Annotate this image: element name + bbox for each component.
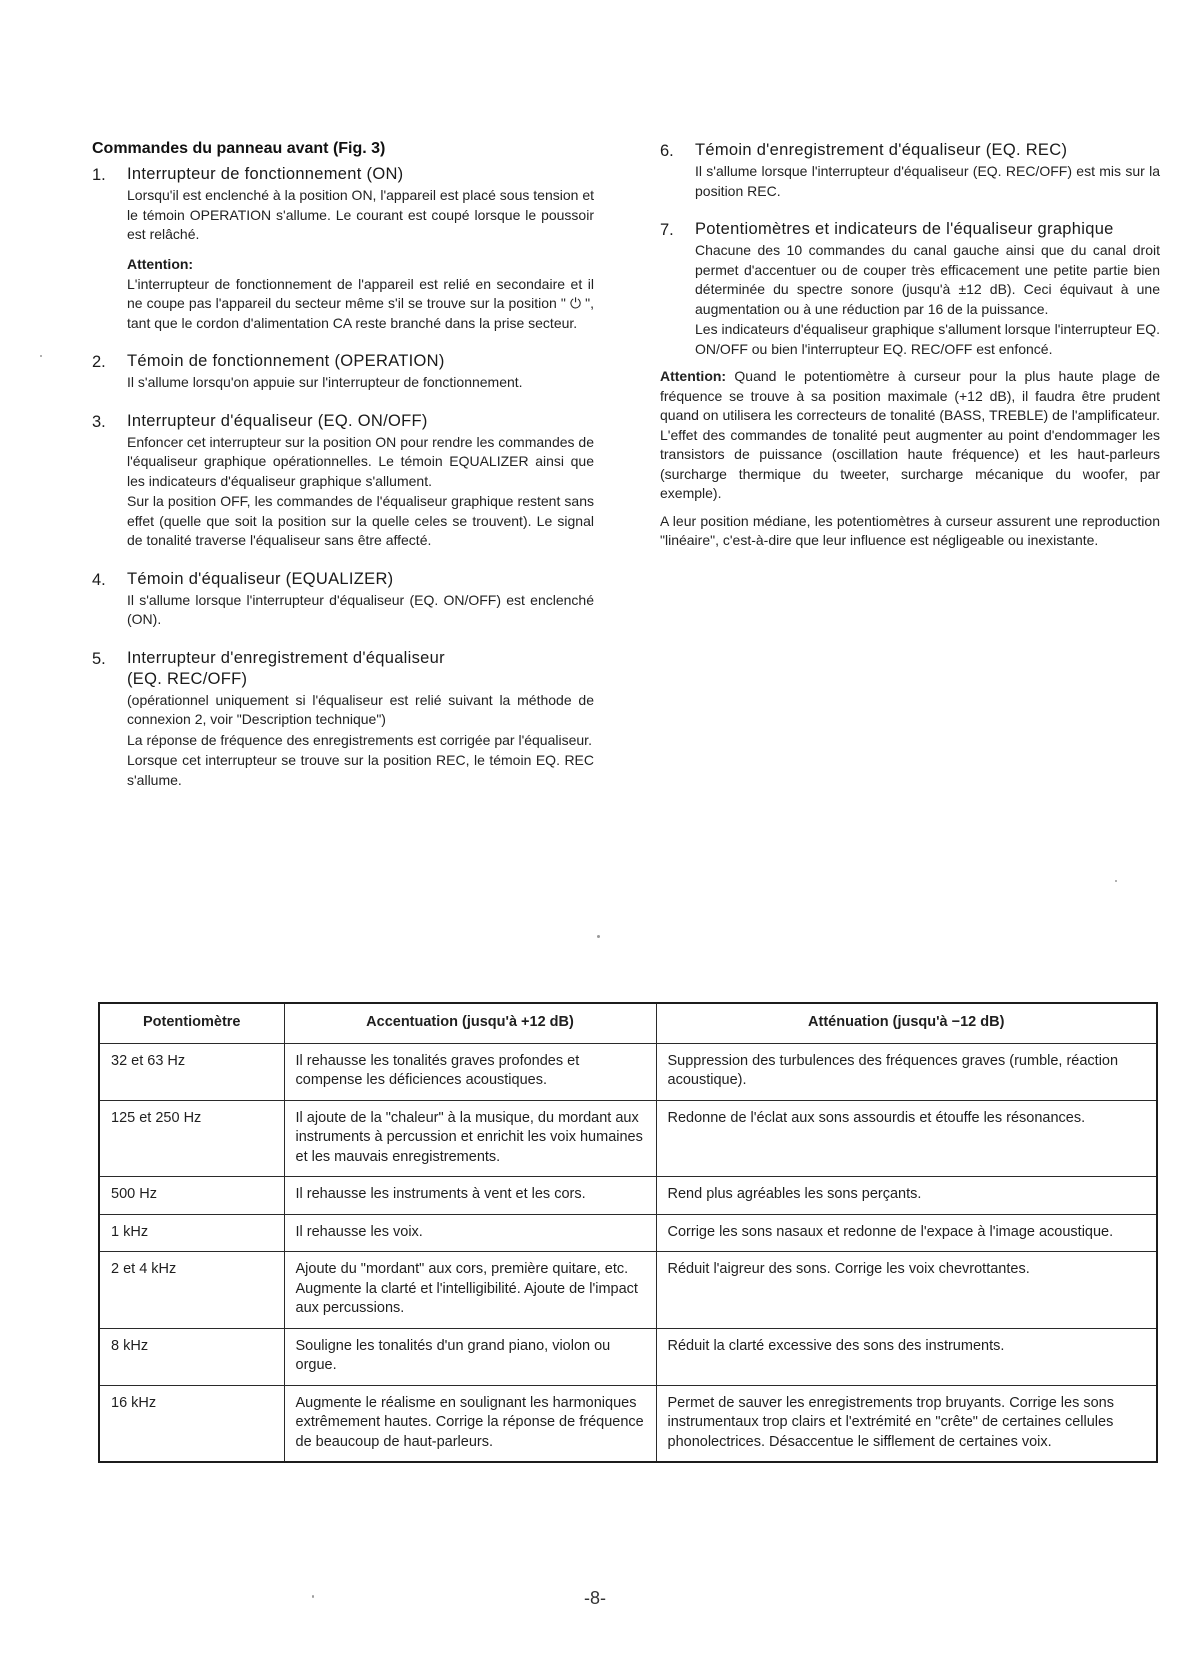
closing-paragraph: A leur position médiane, les potentiomètres à curseur assurent une reproduction "linéaire", c'est-à-dire que leur influence est négligeable ou inexistante. xyxy=(660,512,1160,548)
page-number: -8- xyxy=(584,1588,606,1608)
item-7 xyxy=(660,219,1160,359)
cell-boost: Souligne les tonalités d'un grand piano, violon ou orgue. xyxy=(284,1328,656,1385)
cell-frequency: 1 kHz xyxy=(99,1214,284,1252)
table-row xyxy=(99,1100,1157,1177)
item-title: Témoin d'enregistrement d'équaliseur (EQ. REC) xyxy=(695,141,1068,159)
attention-label: Attention: xyxy=(660,368,727,384)
item-6 xyxy=(660,140,1160,201)
cell-boost: Ajoute du "mordant" aux cors, première quitare, etc. Augmente la clarté et l'intelligibilité. Ajoute de l'impact aux percussions. xyxy=(284,1252,656,1329)
cell-cut: Permet de sauver les enregistrements trop bruyants. Corrige les sons instrumentaux trop clairs et l'extrémité en "crête" de certaines cellules phonolectrices. Désaccentue le sifflement de certaines voix. xyxy=(656,1385,1157,1462)
item-title: Témoin de fonctionnement (OPERATION) xyxy=(127,352,445,370)
cell-cut: Suppression des turbulences des fréquences graves (rumble, réaction acoustique). xyxy=(656,1043,1157,1100)
scan-speck xyxy=(312,1595,314,1598)
header-attenuation: Atténuation (jusqu'à −12 dB) xyxy=(656,1003,1157,1043)
cell-frequency: 32 et 63 Hz xyxy=(99,1043,284,1100)
cell-frequency: 500 Hz xyxy=(99,1177,284,1215)
table-row xyxy=(99,1214,1157,1252)
header-accentuation: Accentuation (jusqu'à +12 dB) xyxy=(284,1003,656,1043)
item-text: Il s'allume lorsque l'interrupteur d'équaliseur (EQ. ON/OFF) est enclenché (ON). xyxy=(127,591,594,627)
item-text: (opérationnel uniquement si l'équaliseur est relié suivant la méthode de connexion 2, voir "Description technique") xyxy=(127,691,594,727)
cell-cut: Réduit l'aigreur des sons. Corrige les voix chevrottantes. xyxy=(656,1252,1157,1329)
cell-boost: Il ajoute de la "chaleur" à la musique, du mordant aux instruments à percussion et enrichit les voix humaines et les mauvais enregistrements. xyxy=(284,1100,656,1177)
left-column xyxy=(92,140,594,808)
item-number: 3. xyxy=(92,412,106,431)
table-row xyxy=(99,1328,1157,1385)
item-title: Interrupteur d'enregistrement d'équaliseur xyxy=(127,648,445,667)
item-2 xyxy=(92,351,594,393)
item-number: 6. xyxy=(660,142,674,160)
cell-boost: Il rehausse les voix. xyxy=(284,1214,656,1252)
item-number: 4. xyxy=(92,570,106,589)
section-heading: Commandes du panneau avant (Fig. 3) xyxy=(92,140,386,157)
item-4 xyxy=(92,569,594,630)
item-number: 5. xyxy=(92,649,106,668)
cell-boost: Augmente le réalisme en soulignant les harmoniques extrêmement hautes. Corrige la réponse de fréquence de beaucoup de haut-parleurs. xyxy=(284,1385,656,1462)
item-text: Il s'allume lorsqu'on appuie sur l'interrupteur de fonctionnement. xyxy=(127,374,523,390)
item-text: Il s'allume lorsque l'interrupteur d'équaliseur (EQ. REC/OFF) est mis sur la position REC. xyxy=(695,163,1160,199)
cell-boost: Il rehausse les tonalités graves profondes et compense les déficiences acoustiques. xyxy=(284,1043,656,1100)
scan-speck xyxy=(597,935,600,938)
item-text-3: Lorsque cet interrupteur se trouve sur la position REC, le témoin EQ. REC s'allume. xyxy=(127,752,594,788)
attention-paragraph xyxy=(660,367,1160,504)
item-number: 7. xyxy=(660,221,674,239)
item-5 xyxy=(92,648,594,791)
table-row xyxy=(99,1177,1157,1215)
item-3 xyxy=(92,411,594,551)
cell-boost: Il rehausse les instruments à vent et les cors. xyxy=(284,1177,656,1215)
scan-speck xyxy=(1115,880,1117,882)
item-title: Interrupteur de fonctionnement (ON) xyxy=(127,165,404,183)
scan-speck xyxy=(40,355,42,357)
attention-text: Quand le potentiomètre à curseur pour la plus haute plage de fréquence se trouve à sa position maximale (+12 dB), il faudra être prudent quand on utilisera les correcteurs de tonalité (BASS, TREBLE) de l'amplificateur. L'effet des commandes de tonalité peut augmenter au point d'endommager les transistors de puissance (oscillation haute fréquence) et les haut-parleurs (surcharge thermique du tweeter, surcharge mécanique du woofer, par exemple). xyxy=(660,368,1160,501)
item-text: Lorsqu'il est enclenché à la position ON, l'appareil est placé sous tension et le témoin OPERATION s'allume. Le courant est coupé lorsque le poussoir est relâché. xyxy=(127,187,594,242)
table-row xyxy=(99,1043,1157,1100)
cell-frequency: 8 kHz xyxy=(99,1328,284,1385)
cell-frequency: 2 et 4 kHz xyxy=(99,1252,284,1329)
item-1 xyxy=(92,164,594,333)
item-title: Témoin d'équaliseur (EQUALIZER) xyxy=(127,569,394,588)
equalizer-table-wrapper xyxy=(98,1002,1158,1463)
table-row xyxy=(99,1252,1157,1329)
header-potentiometre: Potentiomètre xyxy=(99,1003,284,1043)
item-text-2: Sur la position OFF, les commandes de l'équaliseur graphique restent sans effet (quelle que soit la position sur la quelle celes se trouvent). Le signal de tonalité traverse l'équaliseur sans être affecté. xyxy=(127,493,594,548)
item-text: Chacune des 10 commandes du canal gauche ainsi que du canal droit permet d'accentuer ou de couper très efficacement une petite partie bien déterminée du spectre sonore (jusqu'à ±12 dB). Ceci équivaut à une augmentation ou à une réduction par 16 de la puissance. xyxy=(695,242,1160,317)
cell-frequency: 125 et 250 Hz xyxy=(99,1100,284,1177)
cell-frequency: 16 kHz xyxy=(99,1385,284,1462)
item-text: Enfoncer cet interrupteur sur la position ON pour rendre les commandes de l'équaliseur graphique opérationnelles. Le témoin EQUALIZER ainsi que les indicateurs d'équaliseur graphique s'allument. xyxy=(127,433,594,489)
table-row xyxy=(99,1385,1157,1462)
item-number: 2. xyxy=(92,353,106,371)
cell-cut: Réduit la clarté excessive des sons des instruments. xyxy=(656,1328,1157,1385)
right-column xyxy=(660,140,1160,551)
item-title-2: (EQ. REC/OFF) xyxy=(127,669,248,688)
item-title: Potentiomètres et indicateurs de l'équaliseur graphique xyxy=(695,220,1114,238)
cell-cut: Redonne de l'éclat aux sons assourdis et étouffe les résonances. xyxy=(656,1100,1157,1177)
attention-text: L'interrupteur de fonctionnement de l'appareil est relié en secondaire et il ne coupe pas l'appareil du secteur même s'il se trouve sur la position " ⏻ ", tant que le cordon d'alimentation CA reste branché dans la prise secteur. xyxy=(127,275,594,331)
item-text-2: Les indicateurs d'équaliseur graphique s'allument lorsque l'interrupteur EQ. ON/OFF ou bien l'interrupteur EQ. REC/OFF est enfoncé. xyxy=(695,321,1160,357)
cell-cut: Corrige les sons nasaux et redonne de l'expace à l'image acoustique. xyxy=(656,1214,1157,1252)
cell-cut: Rend plus agréables les sons perçants. xyxy=(656,1177,1157,1215)
attention-label: Attention: xyxy=(127,255,194,272)
equalizer-table xyxy=(98,1002,1158,1463)
item-number: 1. xyxy=(92,166,106,184)
table-header-row xyxy=(99,1003,1157,1043)
item-text-2: La réponse de fréquence des enregistrements est corrigée par l'équaliseur. xyxy=(127,731,592,748)
item-title: Interrupteur d'équaliseur (EQ. ON/OFF) xyxy=(127,411,428,430)
